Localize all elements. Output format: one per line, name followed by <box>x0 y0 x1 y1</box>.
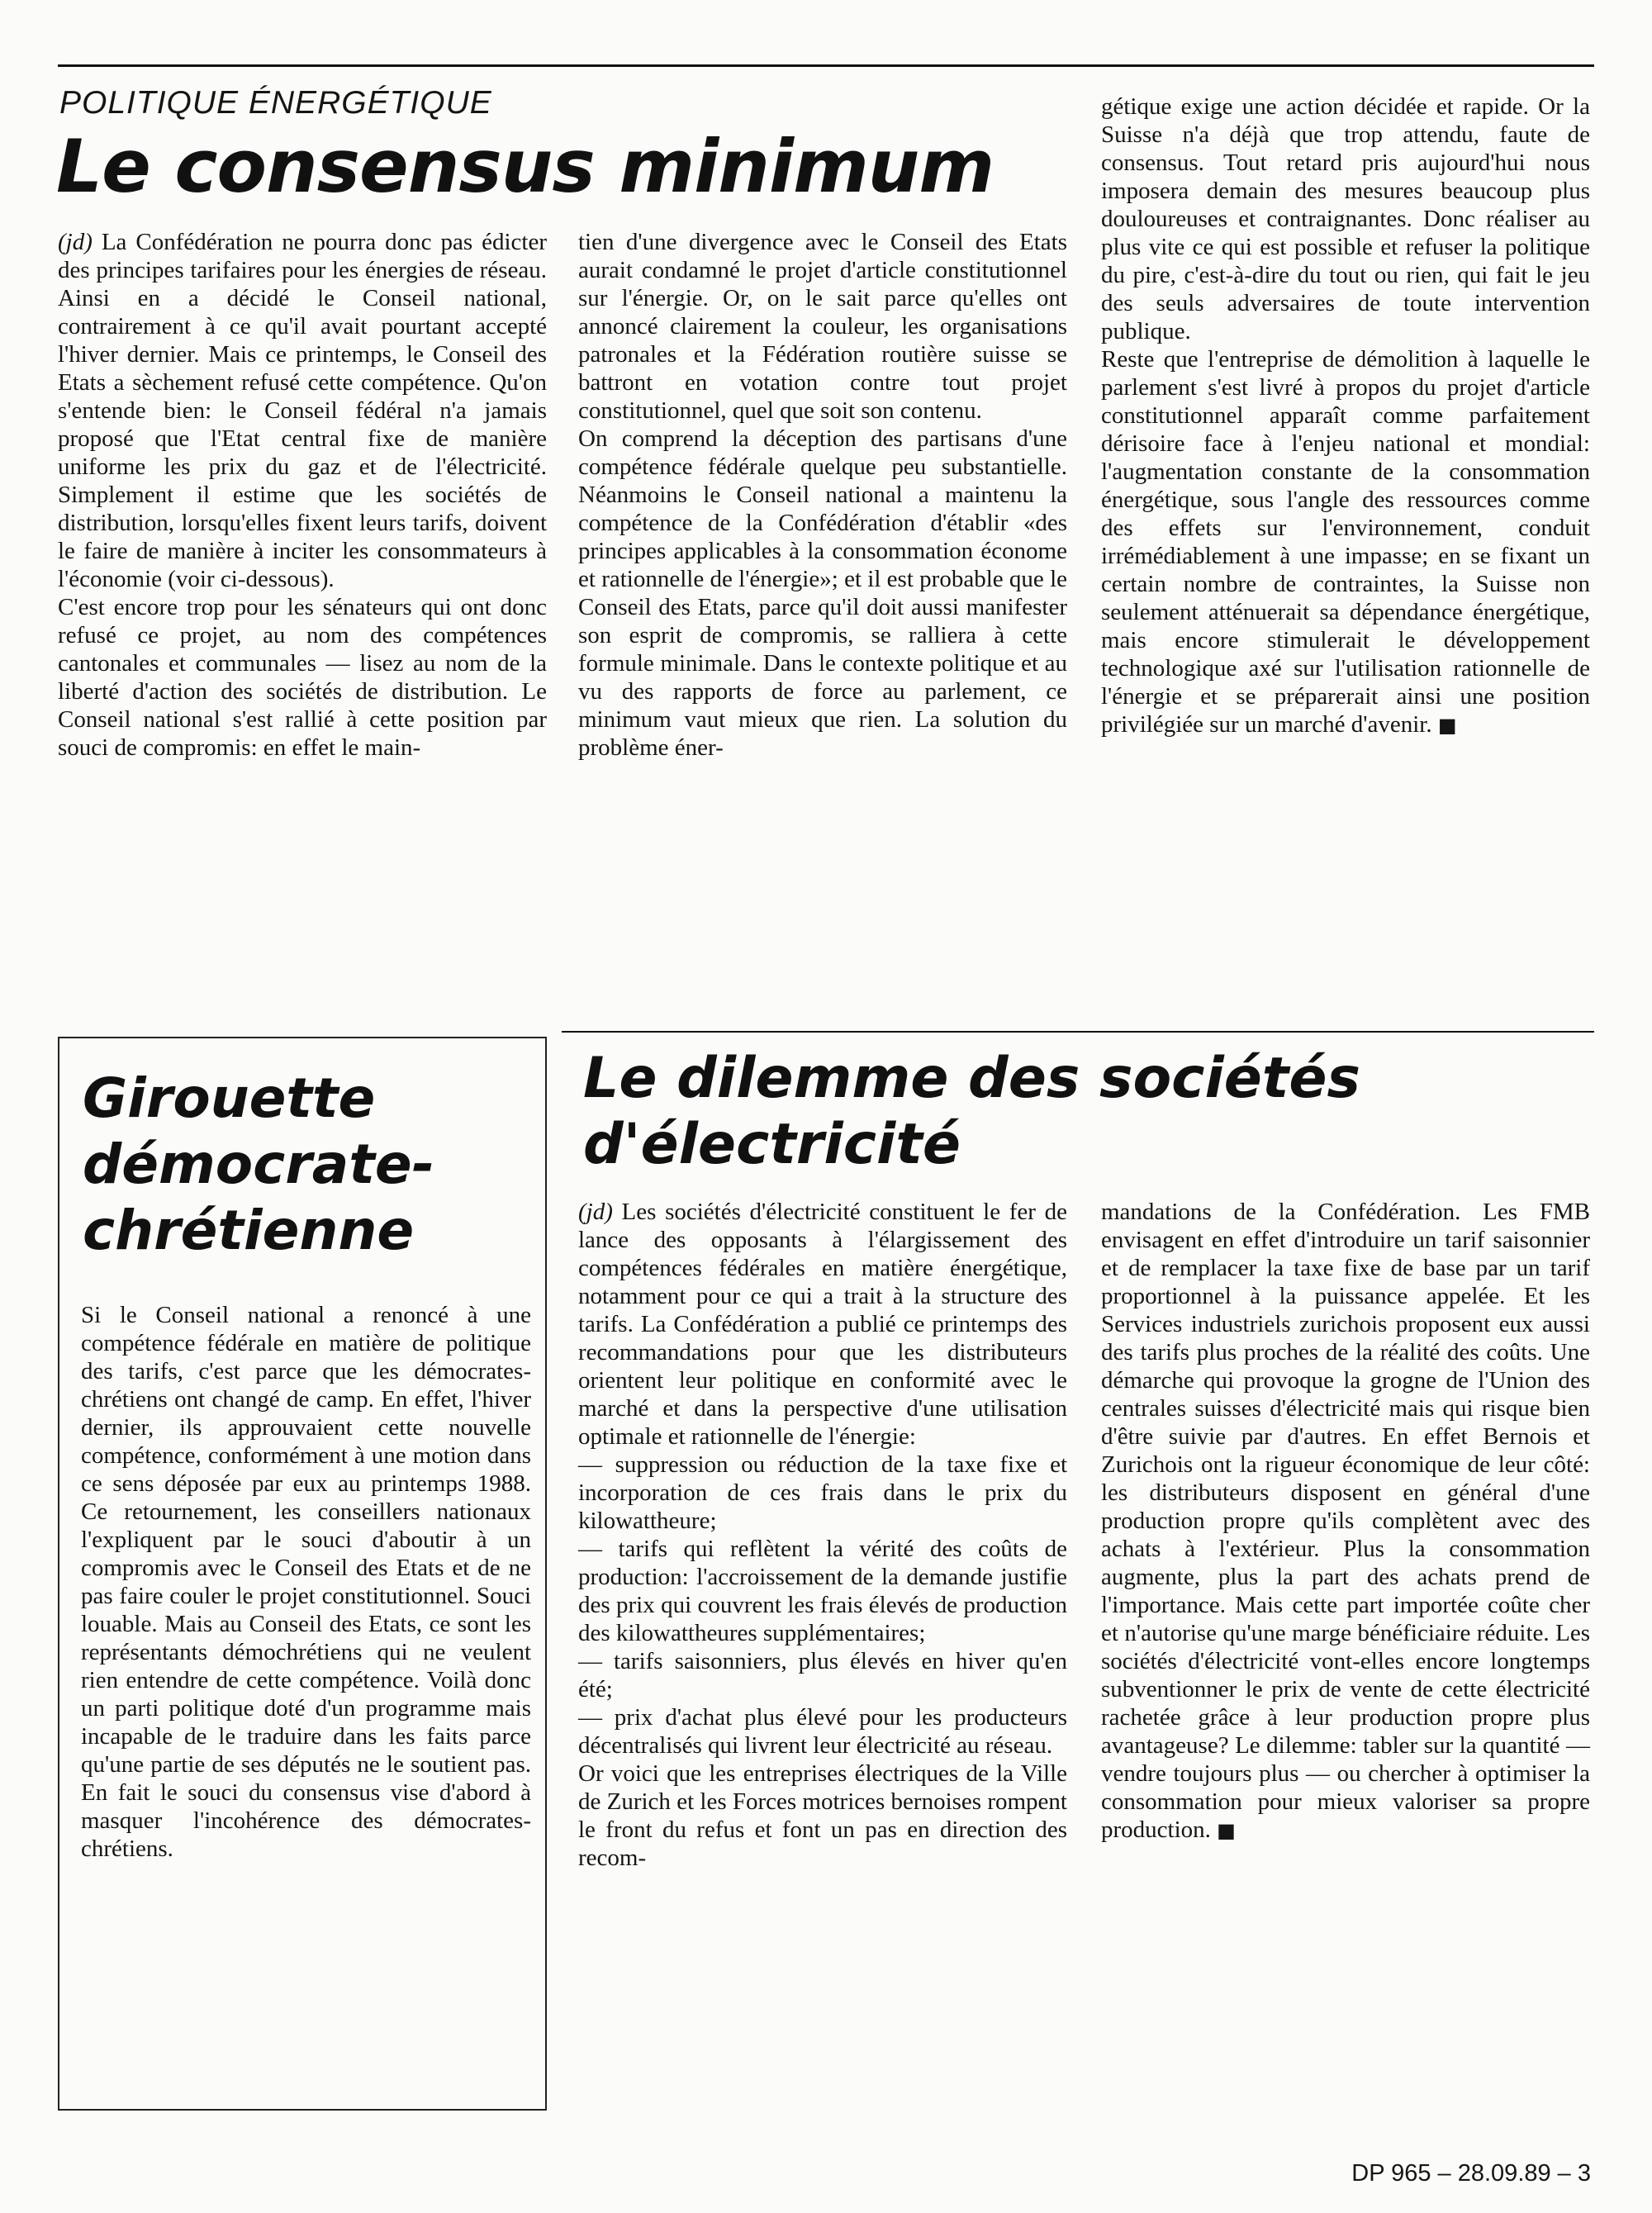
article1-paragraph: C'est encore trop pour les sénateurs qui ont donc refusé ce projet, au nom des compétences cantonales et communales — lisez au nom de la liberté d'action des sociétés de distribution. Le Conseil national s'est rallié à cette position par souci de compromis: en effet le main- <box>58 594 547 761</box>
article2-paragraph: Or voici que les entreprises électriques de la Ville de Zurich et les Forces motrices bernoises rompent le front du refus et font un pas en direction des recom- <box>578 1760 1067 1871</box>
article-title-consensus: Le consensus minimum <box>56 124 995 209</box>
page-folio: DP 965 – 28.09.89 – 3 <box>1351 2160 1591 2187</box>
article1-paragraph: Reste que l'entreprise de démolition à laquelle le parlement s'est livré à propos du projet d'article constitutionnel apparaît comme parfaitement dérisoire face à l'enjeu national et mondial: l'augmentation constante de la consommation énergétique, sous l'angle des ressources comme des effets sur l'environnement, conduit irrémédiablement à une impasse; en se fixant un certain nombre de contraintes, la Suisse non seulement atténuerait sa dépendance énergétique, mais encore stimulerait le développement technologique axé sur l'utilisation rationnelle de l'énergie et se préparerait ainsi une position privilégiée sur un marché d'avenir. ■ <box>1101 346 1590 738</box>
list-item: — tarifs qui reflètent la vérité des coûts de production: l'accroissement de la demande justifie des prix qui couvrent les frais élevés de production des kilowattheures supplémentaires; <box>578 1536 1067 1646</box>
article1-column-1 <box>58 228 547 762</box>
list-item: — prix d'achat plus élevé pour les producteurs décentralisés qui livrent leur électricité au réseau. <box>578 1704 1067 1759</box>
end-mark-icon: ■ <box>1217 1819 1236 1842</box>
author-initials: (jd) <box>578 1199 613 1225</box>
article1-paragraph: (jd) La Confédération ne pourra donc pas édicter des principes tarifaires pour les énergies de réseau. Ainsi en a décidé le Conseil national, contrairement à ce qu'il avait pourtant accepté l'hiver dernier. Mais ce printemps, le Conseil des Etats a sèchement refusé cette compétence. Qu'on s'entende bien: le Conseil fédéral n'a jamais proposé que l'Etat central fixe de manière uniforme les prix du gaz et de l'électricité. Simplement il estime que les sociétés de distribution, lorsqu'elles fixent leurs tarifs, doivent le faire de manière à inciter les consommateurs à l'économie (voir ci-dessous). <box>58 229 547 592</box>
list-item: — suppression ou réduction de la taxe fixe et incorporation de ces frais dans le prix du kilowattheure; <box>578 1451 1067 1534</box>
article1-paragraph: On comprend la déception des partisans d'une compétence fédérale quelque peu substantielle. Néanmoins le Conseil national a maintenu la compétence de la Confédération d'établir «des principes applicables à la consommation économe et rationnelle de l'énergie»; et il est probable que le Conseil des Etats, parce qu'il doit aussi manifester son esprit de compromis, se ralliera à cette formule minimale. Dans le contexte politique et au vu des rapports de force au parlement, ce minimum vaut mieux que rien. La solution du problème éner- <box>578 425 1067 761</box>
top-rule <box>58 64 1594 67</box>
article1-paragraph: gétique exige une action décidée et rapide. Or la Suisse n'a déjà que trop attendu, faute de consensus. Tout retard pris aujourd'hui nous imposera demain des mesures beaucoup plus douloureuses et contraignantes. Donc réaliser au plus vite ce qui est possible et refuser la politique du pire, c'est-à-dire du tout ou rien, qui fait le jeu des seuls adversaires de toute intervention publique. <box>1101 93 1590 344</box>
article-title-dilemme: Le dilemme des sociétés d'électricité <box>583 1046 1361 1177</box>
section-rule <box>562 1031 1594 1033</box>
article1-column-2 <box>578 228 1067 762</box>
sidebar-paragraph: Si le Conseil national a renoncé à une compétence fédérale en matière de politique des tarifs, c'est parce que les démocrates-chrétiens ont changé de camp. En effet, l'hiver dernier, ils approuvaient cette nouvelle compétence, conformément à une motion dans ce sens déposée par eux au printemps 1988. Ce retournement, les conseillers nationaux l'expliquent par le souci d'aboutir à un compromis avec le Conseil des Etats et de ne pas faire couler le projet constitutionnel. Souci louable. Mais au Conseil des Etats, ce sont les représentants démochrétiens qui ne veulent rien entendre de cette compétence. Voilà donc un parti politique doté d'un programme mais incapable de le traduire dans les faits parce qu'une partie de ses députés ne le soutient pas. En fait le souci du consensus vise d'abord à masquer l'incohérence des démocrates-chrétiens. <box>81 1302 531 1862</box>
end-mark-icon: ■ <box>1437 714 1457 737</box>
article2-column-1 <box>578 1198 1067 1872</box>
article1-column-3 <box>1101 93 1590 739</box>
article2-column-2 <box>1101 1198 1590 1845</box>
article2-paragraph: mandations de la Confédération. Les FMB envisagent en effet d'introduire un tarif saisonnier et de remplacer la taxe fixe de base par un tarif proportionnel à la puissance appelée. Et les Services industriels zurichois proposent eux aussi des tarifs plus proches de la réalité des coûts. Une démarche qui provoque la grogne de l'Union des centrales suisses d'électricité mais qui risque bien d'être suivie par d'autres. En effet Bernois et Zurichois ont la rigueur économique de leur côté: les distributeurs disposent en général d'une production propre qu'ils complètent avec des achats à l'extérieur. Plus la consommation augmente, plus la part des achats prend de l'importance. Mais cette part importée coûte cher et n'autorise qu'une marge bénéficiaire réduite. Les sociétés d'électricité vont-elles encore longtemps subventionner le prix de vente de cette électricité rachetée grâce à leur production propre plus avantageuse? Le dilemme: tabler sur la quantité — vendre toujours plus — ou chercher à optimiser la consommation pour mieux valoriser sa propre production. ■ <box>1101 1199 1590 1843</box>
article2-paragraph: (jd) Les sociétés d'électricité constituent le fer de lance des opposants à l'élargissement des compétences fédérales en matière énergétique, notamment pour ce qui a trait à la structure des tarifs. La Confédération a publié ce printemps des recommandations pour que les distributeurs orientent leur politique en conformité avec le marché et dans la perspective d'une utilisation optimale et rationnelle de l'énergie: <box>578 1199 1067 1450</box>
sidebar-body <box>81 1301 531 1863</box>
list-item: — tarifs saisonniers, plus élevés en hiver qu'en été; <box>578 1648 1067 1702</box>
section-kicker: POLITIQUE ÉNERGÉTIQUE <box>59 85 492 121</box>
sidebar-title: Girouette démocrate-chrétienne <box>83 1066 435 1262</box>
author-initials: (jd) <box>58 229 93 255</box>
article1-paragraph: tien d'une divergence avec le Conseil des Etats aurait condamné le projet d'article constitutionnel sur l'énergie. Or, on le sait parce qu'elles ont annoncé clairement la couleur, les organisations patronales et la Fédération routière suisse se battront en votation contre tout projet constitutionnel, quel que soit son contenu. <box>578 229 1067 424</box>
